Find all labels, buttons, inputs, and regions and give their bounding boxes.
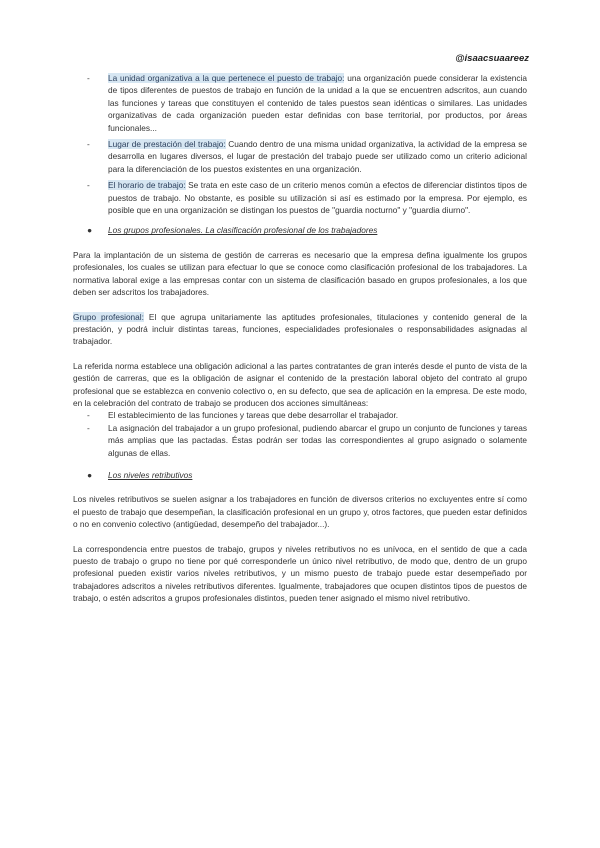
list-item-text: Cuando dentro de una misma unidad organizativa, la actividad de la empresa se desarrolla en lugares diversos, el lugar de prestación del trabajo puede ser utilizado como un criterio adicional para la diferenciación de los puestos existentes en una organización. [108,139,527,174]
paragraph: Los niveles retributivos se suelen asignar a los trabajadores en función de diversos criterios no excluyentes entre sí como el puesto de trabajo que desempeñan, la clasificación profesional en un grupo y, otros factores, que pueden estar definidos o no en convenio colectivo (antigüedad, desempeño del trabajador...). [73,494,527,530]
highlighted-term: Lugar de prestación del trabajo: [108,139,226,150]
dash-marker: - [87,422,90,433]
list-item-text: La asignación del trabajador a un grupo profesional, pudiendo abarcar el grupo un conjunto de funciones y tareas más amplias que las pactadas. Éstas podrán ser todas las correspondientes al grupo asignado o solamente algunas de ellas. [108,422,527,458]
list-item-text: una organización puede considerar la existencia de tipos diferentes de puestos de trabajo en función de la unidad a la que se encuentren adscritos, aun cuando las funciones y tareas que constituyen el contenido de tales puestos sean idénticas o similares. Las unidades organizativas de cada organización pueden estar definidas con base territorial, por productos, por áreas funcionales... [108,73,527,133]
highlighted-term: Grupo profesional: [73,311,144,322]
section-heading-text: Los grupos profesionales. La clasificación profesional de los trabajadores [108,225,378,236]
list-item [73,72,527,134]
bullet-icon: ● [87,225,93,236]
list-item [73,422,527,459]
highlighted-term: La unidad organizativa a la que pertenece el puesto de trabajo: [108,73,345,83]
paragraph-text: El que agrupa unitariamente las aptitudes profesionales, titulaciones y contenido general de la prestación, y podrá incluir distintas tareas, funciones, especialidades profesionales o responsabilidades asignadas al trabajador. [73,311,527,347]
dash-marker: - [87,73,90,83]
author-handle: @isaacsuaareez [455,53,529,64]
dash-marker: - [87,139,90,150]
paragraph: La correspondencia entre puestos de trabajo, grupos y niveles retributivos no es unívoca, en el sentido de que a cada puesto de trabajo o grupo no tiene por qué corresponderle un único nivel retributivo, de modo que, dentro de un grupo profesional pueden existir varios niveles retributivos, y un mismo puesto de trabajo puede estar desempeñado por trabajadores adscritos a niveles retributivos diferentes. Igualmente, trabajadores que ocupen distintos tipos de puestos de trabajo, o estén adscritos a grupos profesionales distintos, pueden tener asignado el mismo nivel retributivo. [73,543,527,604]
paragraph-definition [73,311,527,348]
document-content [73,72,527,617]
list-item [73,179,527,216]
list-item [73,138,527,175]
highlighted-term: El horario de trabajo: [108,180,186,191]
section-heading-niveles [73,469,527,481]
paragraph: La referida norma establece una obligación adicional a las partes contratantes de gran interés desde el punto de vista de la gestión de carreras, que es la obligación de asignar el contenido de la prestación laboral objeto del contrato al grupo profesional que se establezca en convenio colectivo o, en su defecto, que sea de aplicación en la empresa. De este modo, en la celebración del contrato de trabajo se producen dos acciones simultáneas: [73,360,527,408]
actions-list [73,409,527,459]
section-heading-text: Los niveles retributivos [108,469,193,480]
dash-marker: - [87,180,90,191]
paragraph: Para la implantación de un sistema de gestión de carreras es necesario que la empresa defina igualmente los grupos profesionales, los cuales se utilizan para efectuar lo que se conoce como clasificación profesional de los trabajadores. La normativa laboral exige a las empresas contar con un sistema de clasificación basado en grupos profesionales, a los que deben ser adscritos los trabajadores. [73,249,527,298]
list-item-text: El establecimiento de las funciones y tareas que debe desarrollar el trabajador. [108,410,399,421]
section-heading-grupos [73,224,527,236]
list-item [73,409,527,421]
bullet-icon: ● [87,469,93,480]
dash-marker: - [87,410,90,421]
list-item-text: Se trata en este caso de un criterio menos común a efectos de diferenciar distintos tipos de puestos de trabajo. No obstante, es posible su utilización si así es estimado por la empresa. Por ejemplo, es posible que en una organización se distingan los puestos de "guardia nocturno" y "guardia diurno". [108,180,527,216]
